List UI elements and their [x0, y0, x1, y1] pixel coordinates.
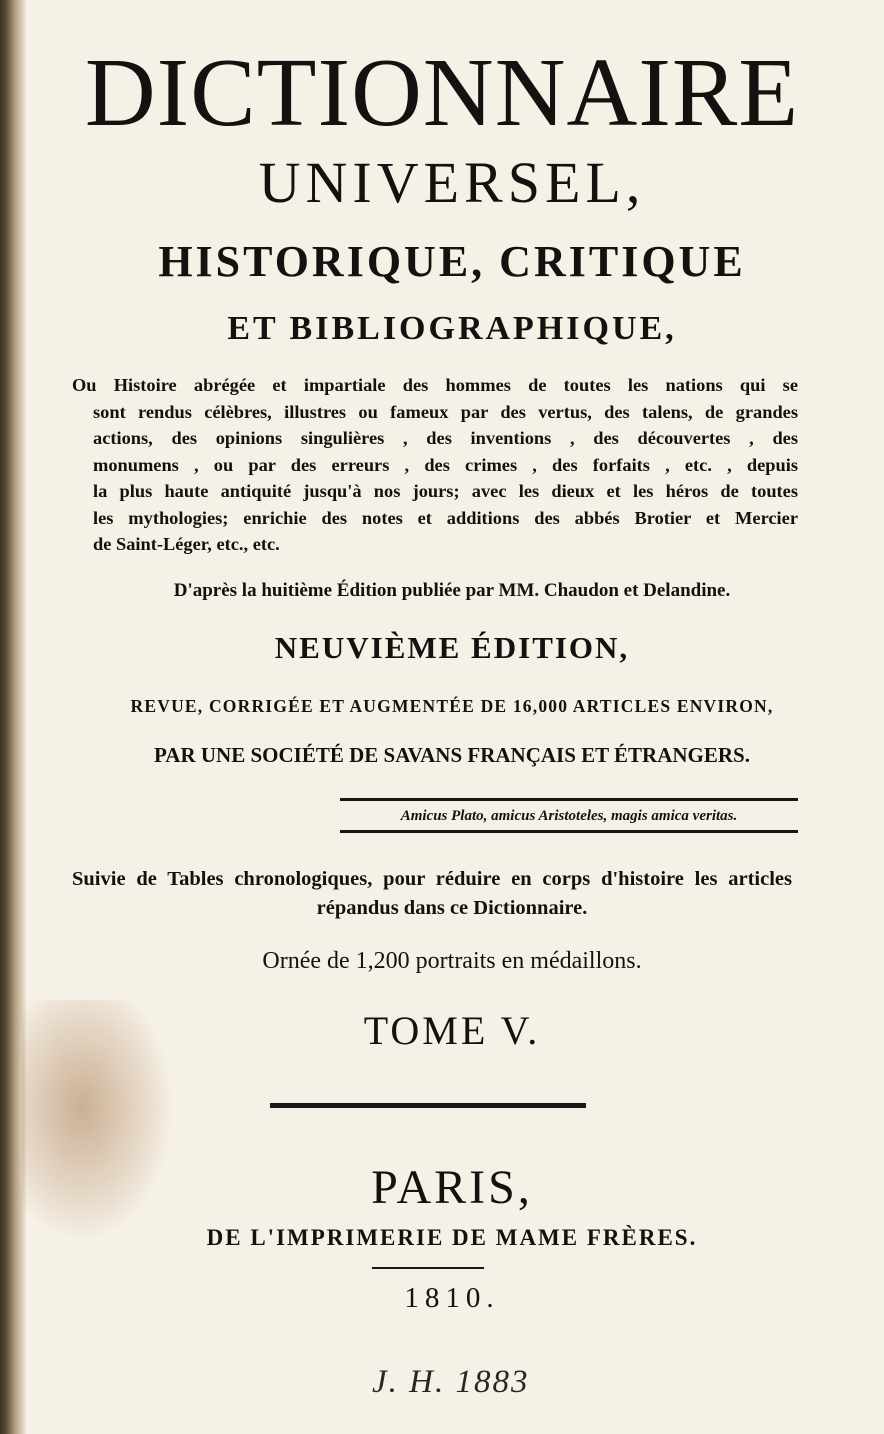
- motto-top-rule: [340, 798, 798, 801]
- description-line: monumens , ou par des erreurs , des crimes , des forfaits , etc. , depuis: [93, 454, 798, 475]
- latin-motto: Amicus Plato, amicus Aristoteles, magis amica veritas.: [400, 808, 738, 824]
- tables-note-line2: répandus dans ce Dictionnaire.: [316, 897, 588, 919]
- description-line: de Saint-Léger, etc., etc.: [93, 534, 280, 554]
- title-historique-critique: HISTORIQUE, CRITIQUE: [158, 237, 746, 286]
- source-edition-note: D'après la huitième Édition publiée par MM. Chaudon et Delandine.: [173, 580, 731, 601]
- portraits-note: Ornée de 1,200 portraits en médaillons.: [262, 948, 642, 974]
- title-bibliographique: ET BIBLIOGRAPHIQUE,: [227, 310, 677, 347]
- description-line: Ou Histoire abrégée et impartiale des hommes de toutes les nations qui se: [72, 375, 798, 395]
- description-line: la plus haute antiquité jusqu'à nos jours; avec les dieux et les héros de toutes: [93, 481, 798, 501]
- tables-note-line1: Suivie de Tables chronologiques, pour réduire en corps d'histoire les articles: [72, 868, 792, 890]
- short-rule: [372, 1267, 484, 1269]
- motto-bottom-rule: [340, 830, 798, 833]
- title-dictionnaire: DICTIONNAIRE: [84, 39, 800, 147]
- description-line: actions, des opinions singulières , des inventions , des découvertes , des: [93, 428, 798, 448]
- title-universel: UNIVERSEL,: [258, 150, 646, 215]
- ornamental-rule: [270, 1103, 586, 1108]
- revision-note: REVUE, CORRIGÉE ET AUGMENTÉE DE 16,000 ARTICLES ENVIRON,: [130, 696, 774, 716]
- volume-number: TOME V.: [363, 1008, 541, 1053]
- description-paragraph: [72, 372, 798, 558]
- publication-place: PARIS,: [371, 1161, 533, 1214]
- description-line: sont rendus célèbres, illustres ou fameux par des vertus, des talens, de grandes: [93, 401, 798, 422]
- edition-heading: NEUVIÈME ÉDITION,: [274, 630, 630, 665]
- handwritten-shelf-mark: J. H. 1883: [372, 1364, 530, 1400]
- description-line: les mythologies; enrichie des notes et additions des abbés Brotier et Mercier: [93, 507, 798, 528]
- society-note: PAR UNE SOCIÉTÉ DE SAVANS FRANÇAIS ET ÉTRANGERS.: [154, 743, 750, 767]
- publication-year: 1810.: [404, 1282, 500, 1314]
- printer-name: DE L'IMPRIMERIE DE MAME FRÈRES.: [206, 1225, 698, 1250]
